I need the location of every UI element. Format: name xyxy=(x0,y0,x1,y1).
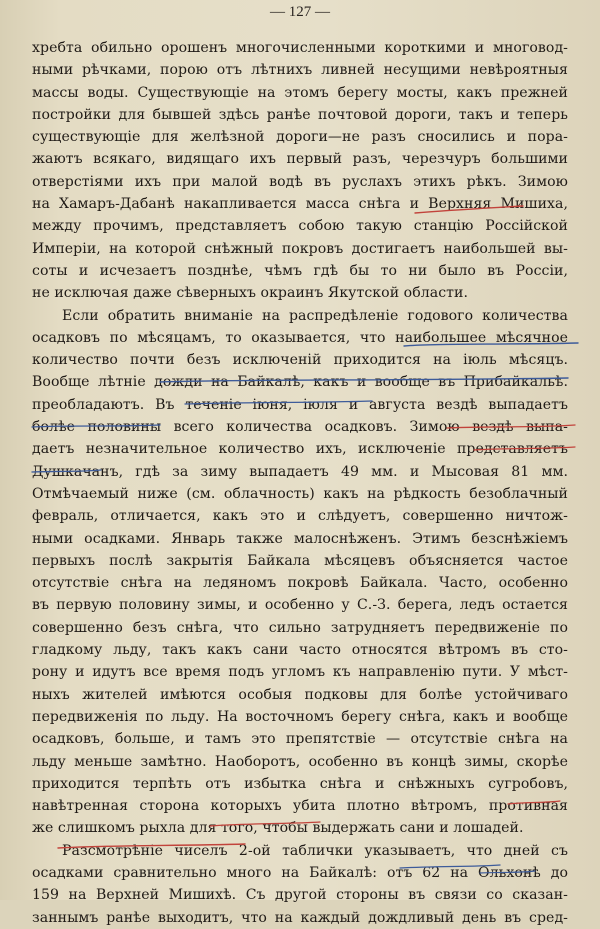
text-line: рону и идутъ все время подъ угломъ къ направленію пути. У мѣст- xyxy=(32,664,568,681)
text-line: 159 на Верхней Мишихѣ. Съ другой стороны въ связи со сказан- xyxy=(32,887,568,904)
text-line: болѣе половины всего количества осадковъ. Зимою вездѣ выпа- xyxy=(32,419,568,436)
text-line: отверстіями ихъ при малой водѣ въ руслахъ этихъ рѣкъ. Зимою xyxy=(32,173,568,190)
text-line: передвиженія по льду. На восточномъ берегу снѣга, какъ и вообще xyxy=(32,708,568,725)
text-line: первыхъ послѣ закрытія Байкала мѣсяцевъ объясняется частое xyxy=(32,552,568,569)
text-line: количество почти безъ исключеній приходится на іюль мѣсяцъ. xyxy=(32,352,568,369)
text-line: осадками сравнительно много на Байкалѣ: отъ 62 на Ольхонѣ до xyxy=(32,864,568,881)
text-line: гладкому льду, такъ какъ сани часто относятся вѣтромъ въ сто- xyxy=(32,642,568,659)
paragraph-start-line: Если обратить вниманіе на распредѣленіе годового количества xyxy=(62,307,568,324)
text-line: не исключая даже сѣверныхъ окраинъ Якутской области. xyxy=(32,285,468,302)
text-line: соты и исчезаетъ позднѣе, чѣмъ гдѣ бы то ни было въ Россіи, xyxy=(32,262,568,279)
body-text xyxy=(32,37,568,929)
text-line: Имперіи, на которой снѣжный покровъ достигаетъ наибольшей вы- xyxy=(32,240,568,257)
text-line: массы воды. Существующіе на этомъ берегу мосты, какъ прежней xyxy=(32,84,568,101)
text-line: февраль, отличается, какъ это и слѣдуетъ, совершенно ничтож- xyxy=(32,508,568,525)
text-line: существующіе для желѣзной дороги—не разъ сносились и пора- xyxy=(32,129,568,146)
text-line: въ первую половину зимы, и особенно у С.-З. берега, ледъ остается xyxy=(32,597,568,614)
text-line: заннымъ ранѣе выходитъ, что на каждый дождливый день въ сред- xyxy=(32,909,568,926)
text-line: преобладаютъ. Въ теченіе іюня, іюля и августа вездѣ выпадаетъ xyxy=(32,396,568,413)
text-line: ными осадками. Январь также малоснѣженъ. Этимъ безснѣжіемъ xyxy=(32,530,568,547)
text-line: навѣтренная сторона которыхъ убита плотно вѣтромъ, противная xyxy=(32,798,568,815)
text-line: совершенно безъ снѣга, что сильно затрудняетъ передвиженіе по xyxy=(32,619,568,636)
paragraph-start-line: Разсмотрѣніе чиселъ 2-ой таблички указываетъ, что дней съ xyxy=(62,842,568,859)
text-line: ныхъ жителей имѣются особыя подковы для болѣе устойчиваго xyxy=(32,686,568,703)
page-number: — 127 — xyxy=(270,4,330,20)
text-line: осадковъ, больше, и тамъ это препятствіе — отсутствіе снѣга на xyxy=(32,731,568,748)
text-line: постройки для бывшей здѣсь ранѣе почтовой дороги, такъ и теперь xyxy=(32,106,568,123)
text-line: осадковъ по мѣсяцамъ, то оказывается, что наибольшее мѣсячное xyxy=(32,329,568,346)
text-line: ными рѣчками, порою отъ лѣтнихъ ливней несущими невѣроятныя xyxy=(32,62,568,79)
text-line: Вообще лѣтніе дожди на Байкалѣ, какъ и вообще въ Прибайкальѣ. xyxy=(32,374,568,391)
text-line: отсутствіе снѣга на ледяномъ покровѣ Байкала. Часто, особенно xyxy=(32,575,568,592)
text-line: приходится терпѣть отъ избытка снѣга и снѣжныхъ сугробовъ, xyxy=(32,775,568,792)
text-line: между прочимъ, представляетъ собою такую станцію Россійской xyxy=(32,218,568,235)
text-line: Душкачанъ, гдѣ за зиму выпадаетъ 49 мм. и Мысовая 81 мм. xyxy=(32,463,568,480)
text-line: даетъ незначительное количество ихъ, исключеніе представляетъ xyxy=(32,441,568,458)
text-line: льду меньше замѣтно. Наоборотъ, особенно въ концѣ зимы, скорѣе xyxy=(32,753,568,770)
text-line: хребта обильно орошенъ многочисленными короткими и многовод- xyxy=(32,40,568,56)
text-line: Отмѣчаемый ниже (см. облачность) какъ на рѣдкость безоблачный xyxy=(32,485,568,502)
text-line: же слишкомъ рыхла для того, чтобы выдержать сани и лошадей. xyxy=(32,820,524,837)
text-line: жаютъ всякаго, видящаго ихъ первый разъ, черезчуръ большими xyxy=(32,151,568,168)
text-line: на Хамаръ-Дабанѣ накапливается масса снѣга и Верхняя Мишиха, xyxy=(32,196,568,213)
